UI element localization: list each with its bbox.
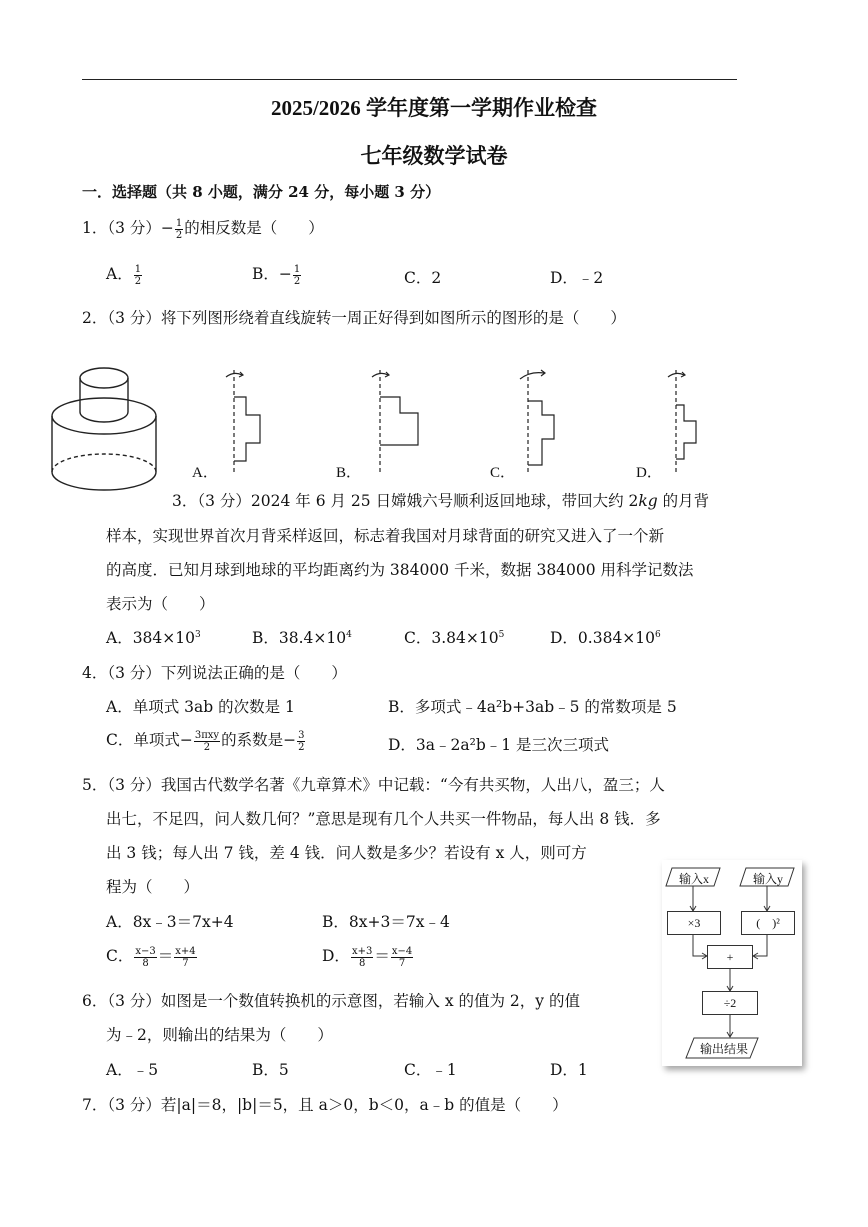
q5-c-label: C． [106,947,134,965]
q4-c-num: 3πxy [194,729,220,741]
q1-a-den: 2 [134,275,142,287]
q5-line-2: 出七，不足四，问人数几何？”意思是现有几个人共买一件物品，每人出 8 钱．多 [106,810,661,828]
q3-b-base: B．38.4×10 [252,629,347,647]
q6-line-1: 6．（3 分）如图是一个数值转换机的示意图，若输入 x 的值为 2，y 的值 [82,992,580,1010]
q4-c-mid: 的系数是− [221,731,297,749]
q4-option-a: A．单项式 3ab 的次数是 1 [106,698,295,716]
q2-label-d: D． [636,465,662,481]
q3-c-exp: 5 [498,629,505,640]
q3-d-exp: 6 [655,629,661,640]
q2-label-b: B． [336,465,362,481]
q4-c-den2: 2 [298,741,305,753]
top-rule [82,79,737,80]
q5-d-frac1 [351,946,373,969]
q3-unit: kg [638,492,658,510]
q5-c-d1: 8 [142,957,149,969]
q1-option-b [252,262,302,287]
q4-option-c [106,728,306,753]
q5-option-b: B．8x+3＝7x﹣4 [322,913,450,931]
q5-d-frac2 [391,946,413,969]
q3-line-2: 样本，实现世界首次月背采样返回，标志着我国对月球背面的研究又进入了一个新 [106,527,665,545]
q3-option-a [106,626,201,648]
question-7: 7．（3 分）若|a|＝8，|b|＝5，且 a＞0，b＜0，a﹣b 的值是（ ） [82,1096,568,1114]
q4-c-frac2 [297,730,305,753]
q5-c-eq: ＝ [157,947,174,965]
q1-b-label: B． [252,265,279,283]
q4-option-d: D．3a﹣2a²b﹣1 是三次三项式 [388,736,610,754]
q5-d-d1: 8 [358,957,366,969]
q1-option-c: C．2 [404,269,442,287]
q1-option-d: D．﹣2 [550,269,604,287]
q3-option-b [252,626,352,648]
q1-fraction [175,218,183,241]
q1-suffix: 的相反数是（ ） [184,219,324,237]
q4-option-b: B．多项式﹣4a²b+3ab﹣5 的常数项是 5 [388,698,677,716]
q1-option-a [106,262,143,287]
q1-frac-den: 2 [175,229,183,241]
q3-option-d [550,626,661,648]
q3-line-1-end: 的月背 [657,492,710,510]
cylinder-figure [50,362,162,494]
q1-b-sign: − [278,265,292,283]
question-4: 4．（3 分）下列说法正确的是（ ） [82,664,347,682]
q5-d-label: D． [322,947,350,965]
q2-label-c: C． [490,465,516,481]
exam-subtitle: 七年级数学试卷 [360,144,508,168]
q1-b-fraction [293,264,301,287]
q3-line-1-text: 3．（3 分）2024 年 6 月 25 日嫦娥六号顺利返回地球，带回大约 2 [172,492,639,510]
flowchart-divide-2: ÷2 [702,991,758,1015]
q5-line-4: 程为（ ） [106,878,200,896]
q5-d-d2: 7 [398,957,406,969]
q3-option-c [404,626,504,648]
q3-line-4: 表示为（ ） [106,595,215,613]
q3-c-base: C．3.84×10 [404,629,499,647]
q6-option-a: A．﹣5 [106,1061,159,1079]
flowchart-input-y: 输入y [752,872,783,886]
q2-label-a: A． [192,465,218,481]
number-converter-flowchart [662,860,802,1066]
q5-d-n2: x−4 [391,945,413,957]
q3-line-1 [172,489,709,511]
q5-line-1: 5．（3 分）我国古代数学名著《九章算术》中记载：“今有共买物，人出八，盈三；人 [82,776,665,794]
q4-c-den: 2 [203,741,211,753]
flowchart-input-x: 输入x [678,872,709,886]
q5-c-frac1 [134,946,156,969]
flowchart-times-3: ×3 [667,911,721,935]
q5-option-d [322,944,414,969]
flowchart-plus: + [707,945,753,969]
q5-option-c [106,944,198,969]
q2-figure-b [360,365,426,475]
q4-c-num2: 3 [298,729,305,741]
flowchart-output: 输出结果 [699,1042,748,1056]
q3-a-base: A．384×10 [106,629,195,647]
q1-a-num: 1 [134,263,142,275]
q6-option-b: B．5 [252,1061,289,1079]
q1-sign: − [160,219,174,237]
q5-c-frac2 [174,946,196,969]
question-1 [82,216,324,241]
q4-c-frac1 [194,730,220,753]
q3-d-base: D．0.384×10 [550,629,656,647]
flowchart-square: ( )² [741,911,795,935]
q6-option-c: C．﹣1 [404,1061,457,1079]
q6-option-d: D．1 [550,1061,588,1079]
q2-figure-d [656,365,716,475]
q1-b-num: 1 [293,263,301,275]
q5-c-n2: x+4 [175,945,196,957]
q5-option-a: A．8x﹣3＝7x+4 [106,913,234,931]
q1-b-den: 2 [293,275,301,287]
exam-title: 2025/2026 学年度第一学期作业检查 [270,96,598,120]
q3-b-exp: 4 [346,629,352,640]
q5-line-3: 出 3 钱；每人出 7 钱，差 4 钱．问人数是多少？若设有 x 人，则可方 [106,844,587,862]
q2-figure-a [216,365,272,475]
q1-frac-num: 1 [175,217,183,229]
q3-a-exp: 3 [195,629,201,640]
q2-figure-c [510,365,570,475]
q5-d-n1: x+3 [351,945,373,957]
q4-c-pre: C．单项式− [106,731,193,749]
q1-prefix: 1．（3 分） [82,219,161,237]
q1-a-fraction [134,264,142,287]
q5-d-eq: ＝ [374,947,390,965]
q5-c-d2: 7 [182,957,189,969]
q1-a-label: A． [106,265,133,283]
q3-line-3: 的高度．已知月球到地球的平均距离约为 384000 千米，数据 384000 用科学记数法 [106,561,694,579]
q6-line-2: 为﹣2，则输出的结果为（ ） [106,1026,333,1044]
q5-c-n1: x−3 [135,945,156,957]
section-heading: 一．选择题（共 8 小题，满分 24 分，每小题 3 分） [82,183,441,201]
question-2: 2．（3 分）将下列图形绕着直线旋转一周正好得到如图所示的图形的是（ ） [82,309,626,327]
